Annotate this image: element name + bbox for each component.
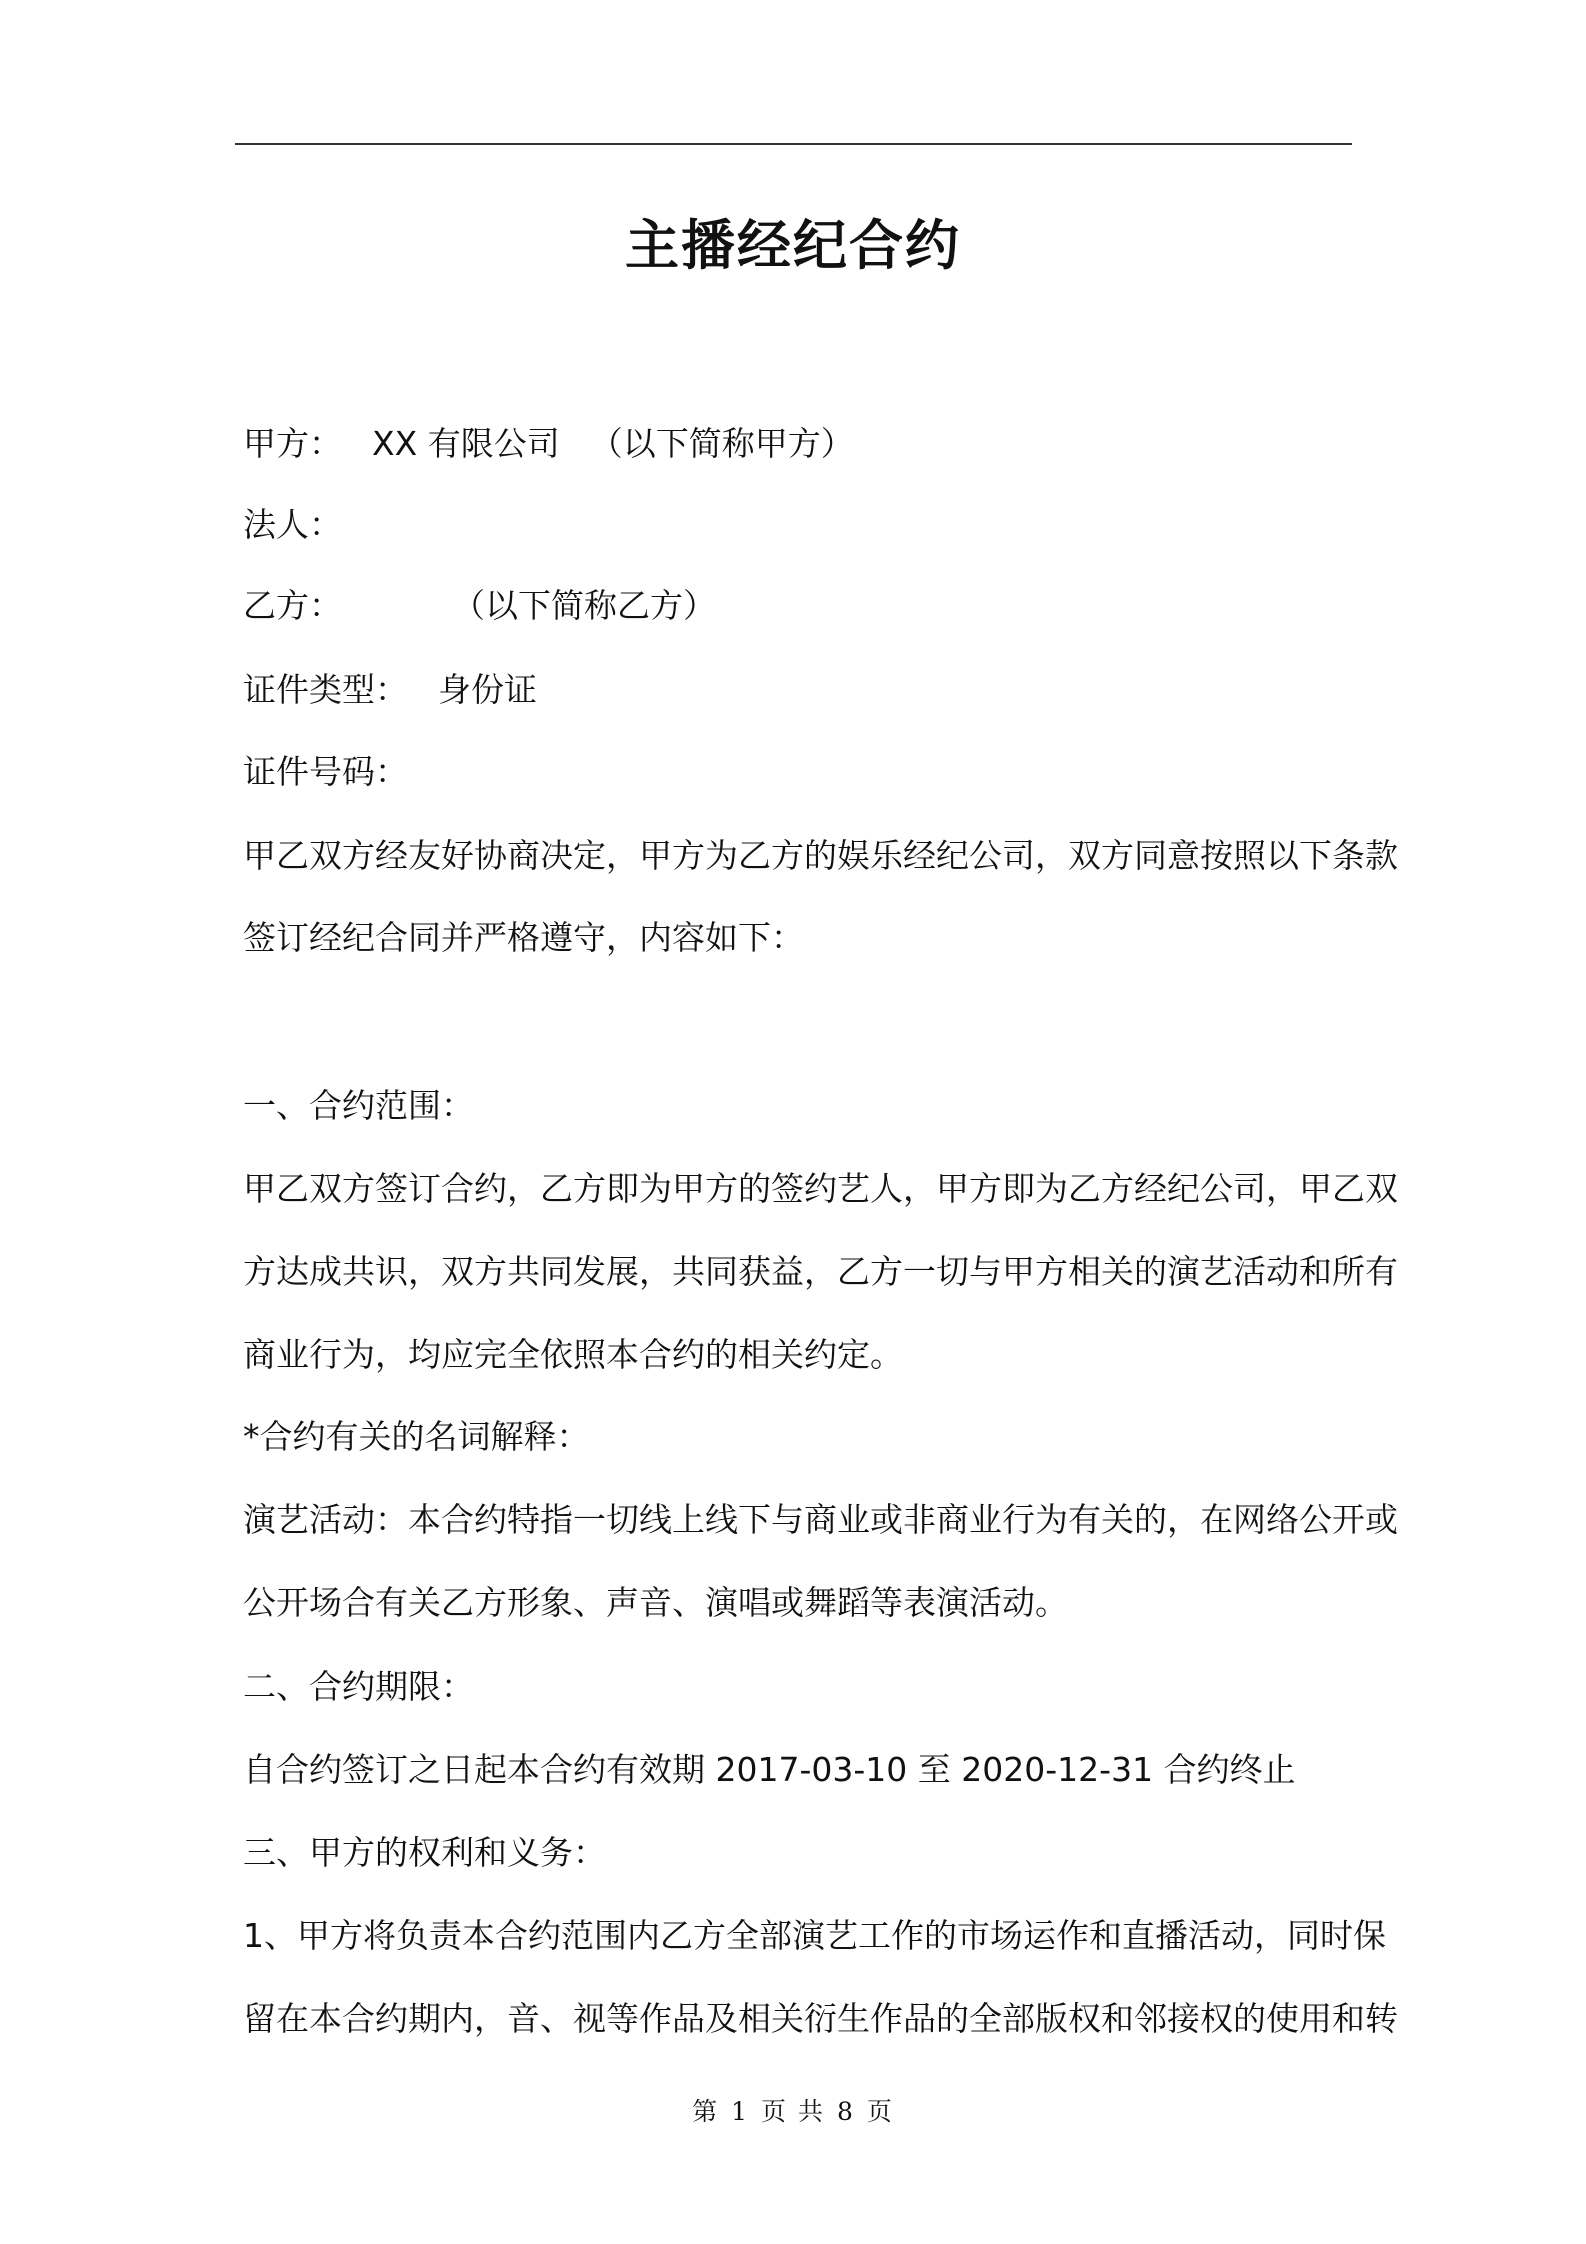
header-rule [235, 143, 1352, 145]
page-number-footer [0, 2094, 1586, 2130]
id-number-label: 证件号码： [243, 752, 408, 791]
term-end-date: 2020-12-31 [961, 1750, 1154, 1789]
page-mid: 页 共 [761, 2097, 825, 2126]
section1-body-line-2: 方达成共识，双方共同发展，共同获益，乙方一切与甲方相关的演艺活动和所有 [243, 1252, 1398, 1291]
party-a-label: 甲方： [243, 424, 342, 463]
party-a-line [243, 421, 1358, 467]
section3-body-line-1: 1、甲方将负责本合约范围内乙方全部演艺工作的市场运作和直播活动，同时保 [243, 1916, 1386, 1955]
id-type-value: 身份证 [438, 670, 537, 709]
id-number-line [243, 749, 1358, 795]
legal-person-label: 法人： [243, 505, 342, 544]
party-b-alias: （以下简称乙方） [452, 586, 716, 625]
party-b-label: 乙方： [243, 586, 342, 625]
section3-body-line-2: 留在本合约期内，音、视等作品及相关衍生作品的全部版权和邻接权的使用和转 [243, 1999, 1398, 2038]
term-prefix: 自合约签订之日起本合约有效期 [243, 1750, 705, 1789]
id-type-line [243, 667, 1358, 713]
term-line [243, 1747, 1358, 1793]
total-pages-number: 8 [836, 2097, 855, 2126]
intro-line-1: 甲乙双方经友好协商决定，甲方为乙方的娱乐经纪公司，双方同意按照以下条款 [243, 836, 1398, 875]
section2-heading: 二、合约期限： [243, 1667, 474, 1706]
intro-line-2: 签订经纪合同并严格遵守，内容如下： [243, 918, 804, 957]
page-prefix: 第 [692, 2097, 720, 2126]
terms-heading: *合约有关的名词解释： [243, 1417, 590, 1456]
section1-body-line-3: 商业行为，均应完全依照本合约的相关约定。 [243, 1335, 903, 1374]
term-suffix: 合约终止 [1163, 1750, 1296, 1789]
party-a-value: XX 有限公司 [372, 424, 560, 463]
term-connector: 至 [917, 1750, 951, 1789]
section3-heading: 三、甲方的权利和义务： [243, 1833, 606, 1872]
section1-heading: 一、合约范围： [243, 1086, 474, 1125]
page-suffix: 页 [866, 2097, 894, 2126]
terms-body-line-2: 公开场合有关乙方形象、声音、演唱或舞蹈等表演活动。 [243, 1583, 1068, 1622]
current-page-number: 1 [731, 2097, 750, 2126]
terms-body-line-1: 演艺活动：本合约特指一切线上线下与商业或非商业行为有关的，在网络公开或 [243, 1500, 1398, 1539]
term-start-date: 2017-03-10 [715, 1750, 908, 1789]
legal-person-line [243, 502, 1358, 548]
party-b-line [243, 583, 1358, 629]
section1-body-line-1: 甲乙双方签订合约，乙方即为甲方的签约艺人，甲方即为乙方经纪公司，甲乙双 [243, 1169, 1398, 1208]
id-type-label: 证件类型： [243, 670, 408, 709]
document-title: 主播经纪合约 [625, 214, 961, 277]
party-a-alias: （以下简称甲方） [589, 424, 854, 463]
